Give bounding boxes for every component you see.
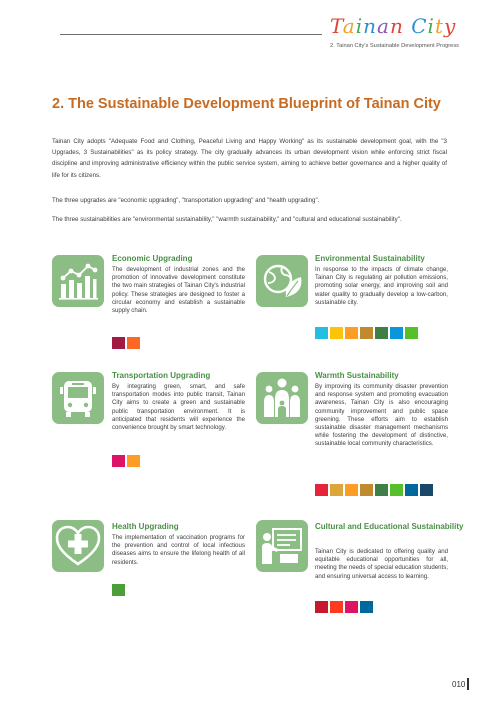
bar-chart-icon <box>52 255 104 307</box>
card-body-health: The implementation of vaccination programs for the prevention and control of local infectious diseases aims to ensure the lifelong health of all residents. <box>112 534 245 566</box>
card-title-transportation: Transportation Upgrading <box>112 371 211 380</box>
sdg-4-icon <box>315 601 328 613</box>
intro-paragraph-2: The three upgrades are "economic upgrading", "transportation upgrading" and "health upgrading". <box>52 197 320 204</box>
globe-leaf-icon <box>256 255 308 307</box>
sdg-5-icon <box>330 601 343 613</box>
card-title-environmental: Environmental Sustainability <box>315 254 425 263</box>
sdg-15-icon <box>405 327 418 339</box>
sdg-10-icon <box>112 455 125 467</box>
sdg-12-icon <box>360 484 373 496</box>
sdg-row-transportation <box>112 455 140 467</box>
sdg-16-icon <box>405 484 418 496</box>
family-icon <box>256 372 308 424</box>
sdg-row-economic <box>112 337 140 349</box>
card-title-health: Health Upgrading <box>112 522 179 531</box>
intro-paragraph-3: The three sustainabilities are "environmental sustainability," "warmth sustainability," and "cultural and educational sustainability". <box>52 216 402 223</box>
sdg-7-icon <box>330 327 343 339</box>
card-title-cultural: Cultural and Educational Sustainability <box>315 522 464 531</box>
sdg-6-icon <box>315 327 328 339</box>
sdg-10-icon <box>345 601 358 613</box>
tainan-city-logo: Tainan City <box>330 14 457 38</box>
sdg-12-icon <box>360 327 373 339</box>
sdg-11-icon <box>345 484 358 496</box>
page-number: 010 <box>452 680 466 689</box>
sdg-9-icon <box>127 337 140 349</box>
sdg-17-icon <box>420 484 433 496</box>
page-title: 2. The Sustainable Development Blueprint of Tainan City <box>52 96 441 112</box>
sdg-15-icon <box>390 484 403 496</box>
intro-paragraph-1: Tainan City adopts "Adequate Food and Clothing, Peaceful Living and Happy Working" as its sustainable development goal, with the "3 Upgrades, 3 Sustainabilities" as its policy strategy. The city gradually advances its urban development vision while enforcing strict fiscal discipline and improving administrative efficiency within the public service system, aiming to achieve better governance and a higher quality of life for its citizens. <box>52 138 447 179</box>
sdg-14-icon <box>390 327 403 339</box>
card-body-environmental: In response to the impacts of climate change, Tainan City is regulating air pollution emissions, promoting solar energy, and improving soil and water quality to gradually develop a low-carbon, sustainable city. <box>315 266 448 306</box>
sdg-row-warmth <box>315 484 433 496</box>
header-rule <box>60 34 322 35</box>
sdg-1-icon <box>315 484 328 496</box>
classroom-icon <box>256 520 308 572</box>
card-body-economic: The development of industrial zones and the promotion of innovative development constitute the two main strategies of Tainan City's industrial policy. These strategies are designed to foster a circular economy and establish a sustainable supply chain. <box>112 266 245 315</box>
page-number-bar <box>467 678 469 690</box>
sdg-8-icon <box>112 337 125 349</box>
sdg-13-icon <box>375 327 388 339</box>
sdg-11-icon <box>127 455 140 467</box>
heart-medical-icon <box>52 520 104 572</box>
sdg-2-icon <box>330 484 343 496</box>
card-body-warmth: By improving its community disaster prevention and response system and promoting evacuation awareness, Tainan City is also encouraging community improvement and public space greening. These efforts aim to establish sustainable disaster management mechanisms while fostering the development of distinctive, sustainable local community characteristics. <box>315 383 448 448</box>
sdg-13-icon <box>375 484 388 496</box>
card-title-economic: Economic Upgrading <box>112 254 193 263</box>
sdg-row-environmental <box>315 327 418 339</box>
card-body-transportation: By integrating green, smart, and safe transportation modes into public transit, Tainan City aims to create a green and sustainable public transportation environment. It is anticipated that residents will experience the convenience brought by smart technology. <box>112 383 245 432</box>
sdg-row-health <box>112 584 125 596</box>
sdg-16-icon <box>360 601 373 613</box>
sdg-row-cultural <box>315 601 373 613</box>
card-title-warmth: Warmth Sustainability <box>315 371 399 380</box>
section-label: 2. Tainan City's Sustainable Development Progress <box>330 43 460 49</box>
card-body-cultural: Tainan City is dedicated to offering quality and equitable educational opportunities for all, meeting the needs of special education students, and ensuring universal access to learning. <box>315 548 448 580</box>
bus-icon <box>52 372 104 424</box>
sdg-3-icon <box>112 584 125 596</box>
sdg-11-icon <box>345 327 358 339</box>
